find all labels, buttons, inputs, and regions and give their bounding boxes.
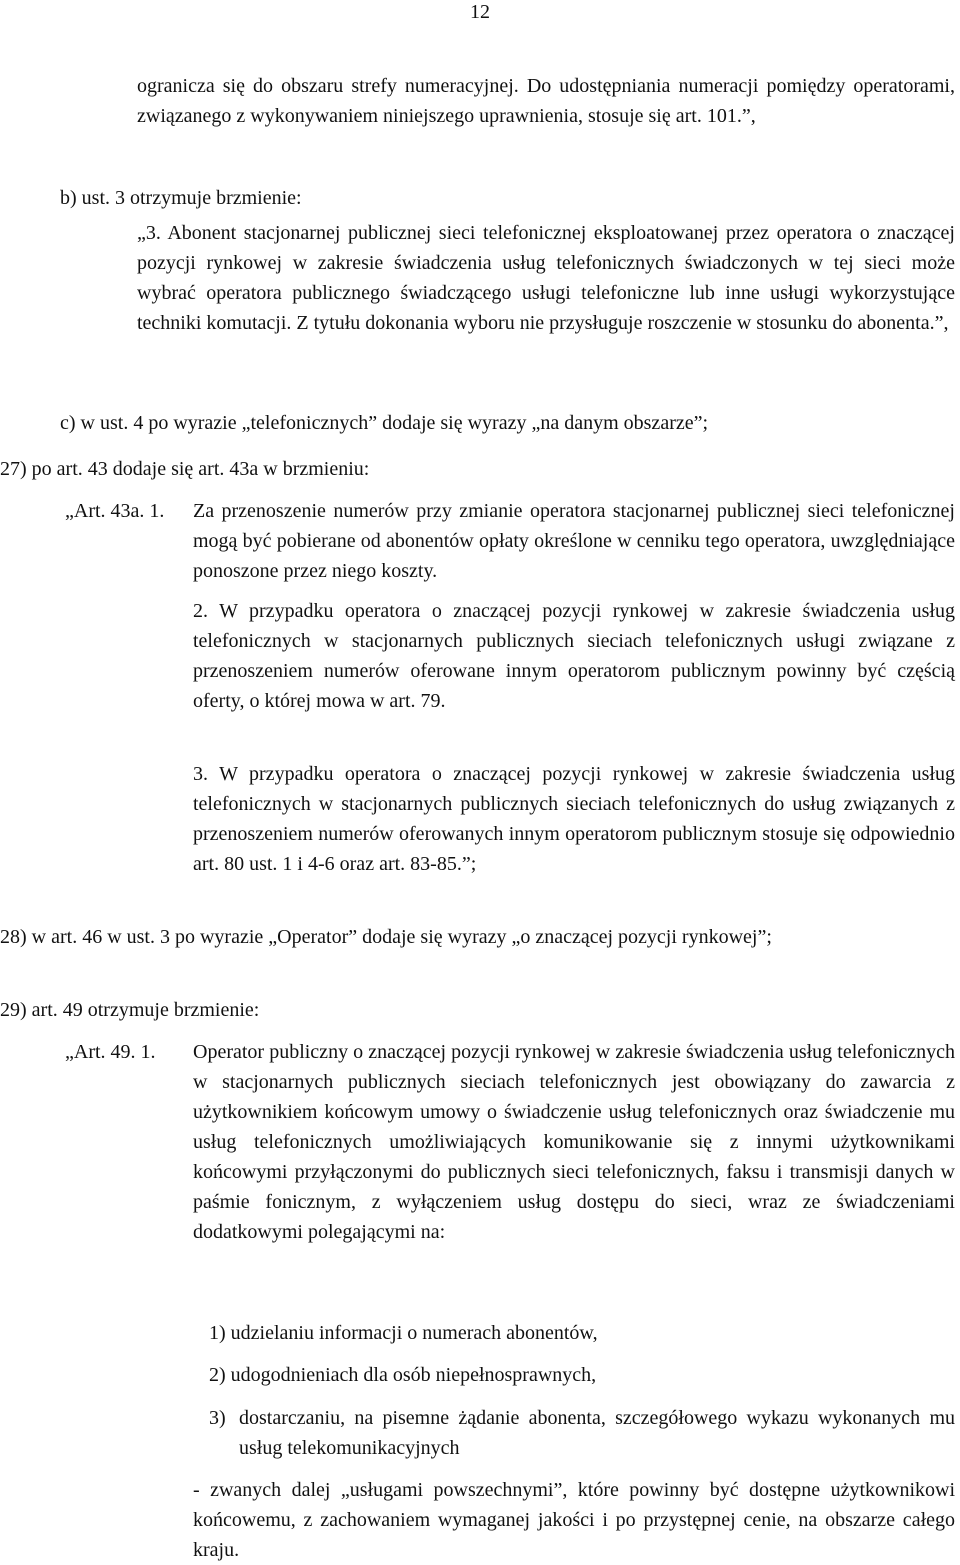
list-item-text: udogodnieniach dla osób niepełnosprawnych, bbox=[230, 1364, 597, 1386]
list-item-number: 2) bbox=[209, 1364, 226, 1386]
art43a-ust2: 2. W przypadku operatora o znaczącej pozycji rynkowej w zakresie świadczenia usług telefonicznych w stacjonarnych publicznych sieciach telefonicznych usługi związane z przenoszeniem numerów oferowane innym operatorom publicznym powinny być częścią oferty, o której mowa w art. 79. bbox=[193, 600, 955, 712]
list-item bbox=[209, 1318, 598, 1348]
list-item-number: 3) bbox=[209, 1407, 226, 1429]
item-28: 28) w art. 46 w ust. 3 po wyrazie „Operator” dodaje się wyrazy „o znaczącej pozycji rynkowej”; bbox=[0, 926, 772, 948]
point-c: c) w ust. 4 po wyrazie „telefonicznych” dodaje się wyrazy „na danym obszarze”; bbox=[60, 412, 709, 434]
item-29: 29) art. 49 otrzymuje brzmienie: bbox=[0, 999, 260, 1021]
closing-paragraph: - zwanych dalej „usługami powszechnymi”, które powinny być dostępne użytkownikowi końcowemu, z zachowaniem wymaganej jakości i po przystępnej cenie, na obszarze całego kraju. bbox=[193, 1479, 955, 1561]
list-item-text: udzielaniu informacji o numerach abonentów, bbox=[230, 1322, 598, 1344]
point-b: b) ust. 3 otrzymuje brzmienie: bbox=[60, 187, 302, 209]
ust3-quoted-text: „3. Abonent stacjonarnej publicznej sieci telefonicznej eksploatowanej przez operatora o znaczącej pozycji rynkowej w zakresie świadczenia usług telefonicznych świadczonych w tej sieci może wybrać operatora publicznego świadczącego usługi telefoniczne lub inne usługi wykorzystujące techniki komutacji. Z tytułu dokonania wyboru nie przysługuje roszczenie w stosunku do abonenta.”, bbox=[137, 222, 955, 334]
art49-text: Operator publiczny o znaczącej pozycji rynkowej w zakresie świadczenia usług telefonicznych w stacjonarnych publicznych sieciach telefonicznych jest obowiązany do zawarcia z użytkownikiem końcowym umowy o świadczenie usług telefonicznych oraz świadczenie mu usług telefonicznych umożliwiających komunikowanie się z innymi użytkownikami końcowymi przyłączonymi do publicznych sieci telefonicznych, faksu i transmisji danych w paśmie fonicznym, z wyłączeniem usług dostępu do sieci, wraz ze świadczeniami dodatkowymi polegającymi na: bbox=[193, 1041, 955, 1243]
art43a-number: „Art. 43a. 1. bbox=[65, 500, 165, 522]
art43a-ust3: 3. W przypadku operatora o znaczącej pozycji rynkowej w zakresie świadczenia usług telefonicznych w stacjonarnych publicznych sieciach telefonicznych do usług związanych z przenoszeniem numerów oferowanych innym operatorom publicznym stosuje się odpowiednio art. 80 ust. 1 i 4-6 oraz art. 83-85.”; bbox=[193, 763, 955, 875]
list-item-text: dostarczaniu, na pisemne żądanie abonenta, szczegółowego wykazu wykonanych mu usług telekomunikacyjnych bbox=[239, 1407, 955, 1459]
item-27: 27) po art. 43 dodaje się art. 43a w brzmieniu: bbox=[0, 458, 370, 480]
art43a-text: Za przenoszenie numerów przy zmianie operatora stacjonarnej publicznej sieci telefonicznej mogą być pobierane od abonentów opłaty określone w cenniku tego operatora, uwzględniające ponoszone przez niego koszty. bbox=[193, 500, 955, 582]
paragraph-continuation: ogranicza się do obszaru strefy numeracyjnej. Do udostępniania numeracji pomiędzy operatorami, związanego z wykonywaniem niniejszego uprawnienia, stosuje się art. 101.”, bbox=[137, 75, 955, 127]
list-item-number: 1) bbox=[209, 1322, 226, 1344]
page-number: 12 bbox=[470, 1, 490, 23]
art49-number: „Art. 49. 1. bbox=[65, 1041, 156, 1063]
list-item bbox=[209, 1360, 596, 1390]
